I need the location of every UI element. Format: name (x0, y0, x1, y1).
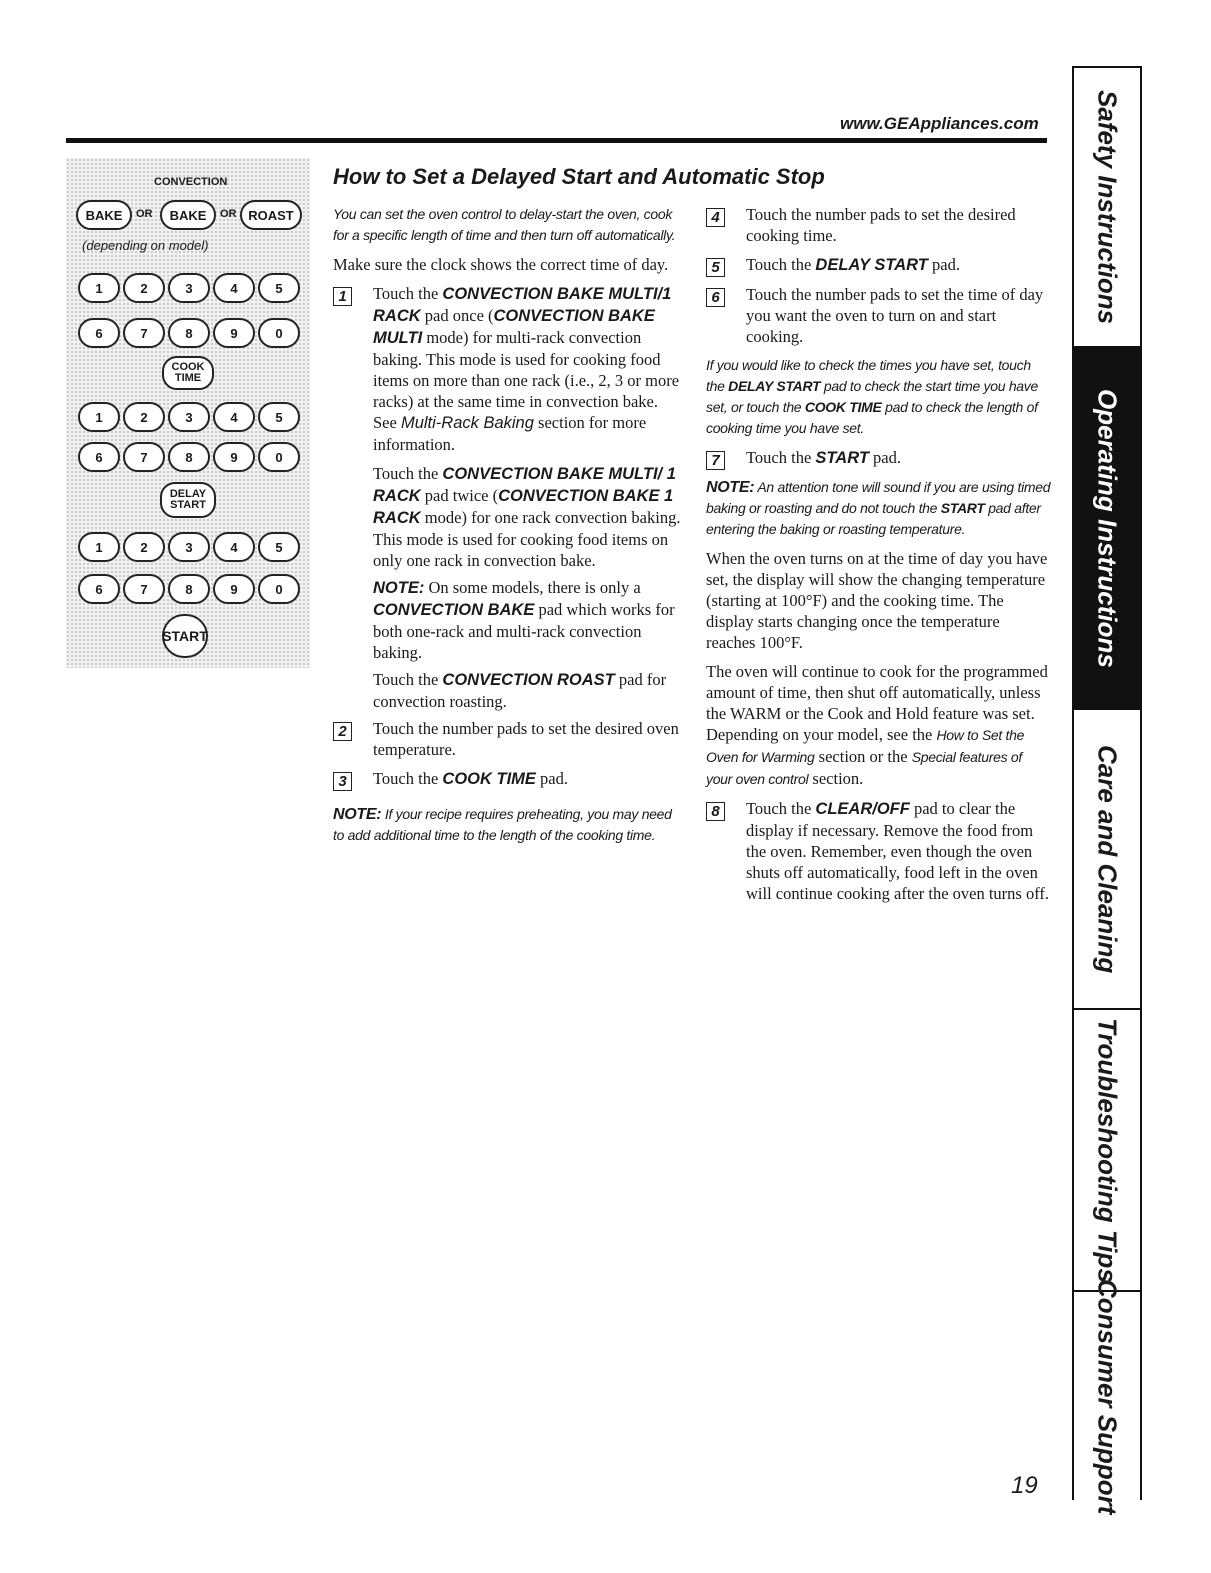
number-pad: 0 (258, 442, 300, 472)
number-pad: 4 (213, 532, 255, 562)
body-text: section or the (814, 747, 912, 766)
pad-name: COOK TIME (442, 770, 536, 788)
depending-note: (depending on model) (82, 238, 209, 253)
pad-name: CONVECTION BAKE MULTI/1 RACK (373, 285, 672, 325)
step-text: pad. (535, 769, 568, 788)
number-pad: 6 (78, 442, 120, 472)
number-pad: 6 (78, 574, 120, 604)
step-text: pad. (868, 448, 901, 467)
section-reference: Special features of your oven control (706, 749, 1022, 787)
auto-off-paragraph (706, 661, 1051, 790)
note-text: If your recipe requires preheating, you may need to add additional time to the length of the cooking time. (333, 806, 672, 843)
mode-name: CONVECTION BAKE 1 RACK (373, 487, 674, 527)
note-text: If you would like to check the times you have set, touch the (706, 357, 1031, 394)
tab-operating-instructions[interactable] (1074, 348, 1140, 710)
step-1-roast (333, 669, 683, 712)
step-1-detail (333, 463, 683, 571)
bake-pad: BAKE (76, 200, 132, 230)
step-1-note (333, 577, 683, 663)
pad-name: CLEAR/OFF (815, 800, 910, 818)
step-8 (706, 798, 1051, 904)
tab-safety-instructions[interactable] (1074, 68, 1140, 348)
step-text: Touch the (373, 670, 443, 689)
display-paragraph: When the oven turns on at the time of day you have set, the display will show the changing temperature (starting at 100°F) and the cooking time. The display starts changing once the temperature reaches 100°F. (706, 549, 1048, 652)
start-pad: START (162, 614, 208, 658)
number-pad: 2 (123, 402, 165, 432)
note-text: An attention tone will sound if you are using timed baking or roasting and do not touch the (706, 479, 1051, 516)
step-number: 5 (706, 258, 725, 277)
number-pad: 3 (168, 402, 210, 432)
step-text: mode) for one rack convection baking. This mode is used for cooking food items on only one rack in convection bake. (373, 508, 681, 570)
number-pad: 4 (213, 402, 255, 432)
delay-start-pad: DELAY START (160, 482, 216, 518)
roast-pad: ROAST (240, 200, 302, 230)
section-reference: How to Set the Oven for Warming (706, 727, 1025, 765)
number-pad: 5 (258, 532, 300, 562)
step-number: 4 (706, 208, 725, 227)
number-pad: 2 (123, 532, 165, 562)
note-text: pad to check the length of cooking time you have set. (706, 399, 1038, 436)
number-pad: 7 (123, 318, 165, 348)
step-number: 6 (706, 288, 725, 307)
page-number: 19 (1011, 1472, 1038, 1499)
pad-name: START (940, 500, 985, 516)
tab-label: Operating Instructions (1092, 388, 1123, 668)
step-text: Touch the (373, 769, 443, 788)
step-text: Touch the (373, 284, 443, 303)
number-pad: 6 (78, 318, 120, 348)
section-reference: Multi-Rack Baking (400, 414, 534, 432)
number-pad: 1 (78, 402, 120, 432)
step-text: Touch the number pads to set the time of day you want the oven to turn on and start cooking. (746, 285, 1044, 346)
tab-label: Consumer Support (1092, 1279, 1123, 1515)
number-pad: 0 (258, 318, 300, 348)
step-text: Touch the (746, 799, 816, 818)
number-pad: 7 (123, 442, 165, 472)
tab-label: Troubleshooting Tips (1092, 1017, 1123, 1283)
tab-consumer-support[interactable] (1074, 1279, 1140, 1515)
number-pad: 9 (213, 318, 255, 348)
pad-name: COOK TIME (804, 399, 882, 415)
pad-name: CONVECTION ROAST (442, 671, 615, 689)
section-tabs (1072, 66, 1142, 1515)
number-pad: 8 (168, 442, 210, 472)
pad-name: CONVECTION BAKE (373, 601, 535, 619)
number-pad: 3 (168, 532, 210, 562)
convection-label: CONVECTION (154, 176, 228, 188)
or-label: OR (220, 208, 237, 220)
page-title: How to Set a Delayed Start and Automatic Stop (333, 164, 825, 189)
number-pad: 9 (213, 574, 255, 604)
tab-care-and-cleaning[interactable] (1074, 710, 1140, 1010)
tab-label: Care and Cleaning (1092, 744, 1123, 974)
body-text: section. (808, 769, 864, 788)
number-pad: 8 (168, 574, 210, 604)
step-text: mode) for multi-rack convection baking. This mode is used for cooking food items on more than one rack (i.e., 2, 3 or more racks) at the same time in convection bake. See (373, 328, 680, 432)
note-label: NOTE: (333, 806, 382, 823)
intro-text: Make sure the clock shows the correct time of day. (333, 255, 669, 274)
number-pad: 9 (213, 442, 255, 472)
intro-note: You can set the oven control to delay-start the oven, cook for a specific length of time and then turn off automatically. (333, 206, 676, 243)
note-label: NOTE: (706, 479, 755, 496)
number-pad: 2 (123, 273, 165, 303)
step-text: Touch the number pads to set the desired oven temperature. (373, 719, 679, 759)
step-3 (333, 768, 683, 790)
step-text: Touch the (746, 448, 816, 467)
step-1 (333, 283, 683, 455)
right-column (706, 204, 1051, 912)
step-2 (333, 718, 683, 760)
step-text: Touch the number pads to set the desired cooking time. (746, 205, 1016, 245)
step-7 (706, 447, 1051, 469)
attention-tone-note (706, 477, 1051, 540)
step-text: pad for convection roasting. (373, 670, 667, 711)
step-number: 3 (333, 772, 352, 791)
pad-name: CONVECTION BAKE MULTI/ 1 RACK (373, 465, 676, 505)
step-number: 8 (706, 802, 725, 821)
pad-name: START (815, 449, 869, 467)
tab-label: Safety Instructions (1092, 89, 1123, 325)
number-pad: 7 (123, 574, 165, 604)
step-number: 2 (333, 722, 352, 741)
number-pad: 1 (78, 273, 120, 303)
step-text: pad to clear the display if necessary. Remove the food from the oven. Remember, even though the oven shuts off automatically, food left in the oven will continue cooking after the oven turns off. (746, 799, 1050, 903)
convection-bake-pad: BAKE (160, 200, 216, 230)
pad-name: DELAY START (815, 256, 928, 274)
number-pad: 5 (258, 273, 300, 303)
body-text: The oven will continue to cook for the programmed amount of time, then shut off automatically, unless the WARM or the Cook and Hold feature was set. Depending on your model, see the (706, 662, 1048, 744)
step-4 (706, 204, 1051, 246)
check-times-note (706, 355, 1051, 439)
step-text: section for more information. (373, 413, 647, 454)
step-text: pad once ( (420, 306, 494, 325)
step-5 (706, 254, 1051, 276)
control-panel-illustration (66, 158, 310, 668)
number-pad: 3 (168, 273, 210, 303)
left-column (333, 204, 683, 846)
number-pad: 1 (78, 532, 120, 562)
mode-name: CONVECTION BAKE MULTI (373, 307, 655, 347)
site-url[interactable]: www.GEAppliances.com (840, 114, 1039, 133)
number-pad: 4 (213, 273, 255, 303)
cook-time-pad: COOK TIME (162, 356, 214, 390)
tab-troubleshooting-tips[interactable] (1074, 1010, 1140, 1292)
number-pad: 5 (258, 402, 300, 432)
note-text: pad after entering the baking or roasting temperature. (706, 500, 1041, 537)
number-pad: 8 (168, 318, 210, 348)
step-number: 1 (333, 287, 352, 306)
step-text: Touch the (373, 464, 443, 483)
step-text: pad which works for both one-rack and multi-rack convection baking. (373, 600, 675, 662)
step-6 (706, 284, 1051, 347)
note-label: NOTE: (373, 579, 425, 597)
step-text: pad twice ( (420, 486, 499, 505)
preheat-note (333, 804, 683, 846)
pad-name: DELAY START (728, 378, 821, 394)
or-label: OR (136, 208, 153, 220)
step-text: On some models, there is only a (424, 578, 641, 597)
step-text: pad. (927, 255, 960, 274)
step-number: 7 (706, 451, 725, 470)
note-text: pad to check the start time you have set, or touch the (706, 378, 1038, 415)
step-text: Touch the (746, 255, 816, 274)
header-rule (66, 138, 1047, 143)
number-pad: 0 (258, 574, 300, 604)
